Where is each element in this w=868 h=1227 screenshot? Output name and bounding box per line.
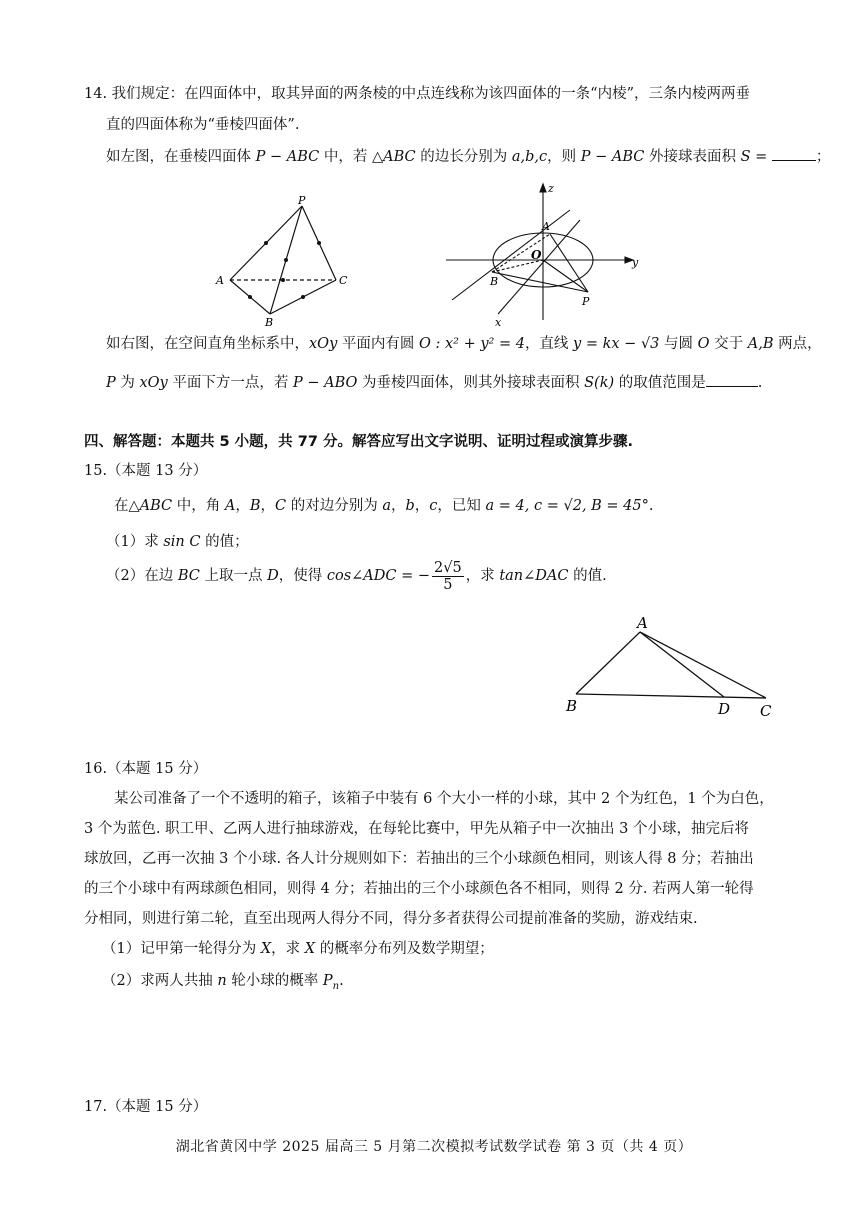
q14-line2: 直的四面体称为“垂棱四面体”. (106, 117, 300, 133)
q16-line5: 分相同，则进行第二轮，直至出现两人得分不同，得分多者获得公司提前准备的奖励，游戏结束. (84, 911, 698, 927)
q16-line3: 球放回，乙再一次抽 3 个小球. 各人计分规则如下：若抽出的三个小球颜色相同，则该人得 8 分；若抽出 (84, 851, 754, 867)
axis-label-y: y (632, 256, 639, 269)
label-C: C (760, 702, 772, 720)
q14-line3: 如左图，在垂棱四面体 P − ABC 中，若 △ABC 的边长分别为 a,b,c，则 P − ABC 外接球表面积 S = ； (106, 146, 830, 167)
q15-part1: （1）求 sin C 的值； (106, 534, 249, 550)
tetrahedron-figure (210, 192, 360, 328)
label-D: D (718, 700, 731, 718)
page-footer: 湖北省黄冈中学 2025 届高三 5 月第二次模拟考试数学试卷 第 3 页（共 4 页） (175, 1139, 693, 1155)
answer-blank-1[interactable] (772, 146, 816, 161)
q16-title: 16.（本题 15 分） (84, 761, 208, 777)
label-B: B (490, 275, 499, 288)
label-B: B (566, 697, 578, 715)
section-4-header: 四、解答题：本题共 5 小题，共 77 分。解答应写出文字说明、证明过程或演算步骤. (84, 434, 633, 450)
label-A: A (637, 614, 648, 632)
answer-blank-2[interactable] (706, 372, 758, 387)
label-C: C (339, 274, 348, 287)
label-A: A (542, 220, 550, 233)
q16-line2: 3 个为蓝色. 职工甲、乙两人进行抽球游戏，在每轮比赛中，甲先从箱子中一次抽出 3 个小球，抽完后将 (84, 821, 749, 837)
q16-part2: （2）求两人共抽 n 轮小球的概率 $P_n$. (102, 973, 344, 992)
midpoint-PC (317, 241, 321, 245)
midpoint-AB (248, 295, 252, 299)
midpoint-AC (281, 278, 285, 282)
midpoint-PA (264, 241, 268, 245)
fraction-2sqrt5-over-5: $\frac{2√5}{5}$ (434, 559, 462, 593)
label-P: P (582, 295, 590, 308)
q16-part1: （1）记甲第一轮得分为 X，求 X 的概率分布列及数学期望； (102, 941, 494, 957)
axis-label-x: x (495, 316, 502, 328)
q14-line5: P 为 xOy 平面下方一点，若 P − ABO 为垂棱四面体，则其外接球表面积 S(k) 的取值范围是 . (106, 372, 762, 393)
q15-title: 15.（本题 13 分） (84, 463, 208, 479)
q15-stem: 在△ABC 中，角 A，B，C 的对边分别为 a，b，c，已知 a = 4, c = √2, B = 45°. (114, 498, 654, 514)
q14-line1: 14. 我们规定：在四面体中，取其异面的两条棱的中点连线称为该四面体的一条“内棱”，三条内棱两两垂 (84, 86, 750, 102)
label-B: B (265, 316, 274, 328)
triangle-figure (560, 612, 782, 722)
q16-line4: 的三个小球中有两球颜色相同，则得 4 分；若抽出的三个小球颜色各不相同，则得 2 分. 若两人第一轮得 (84, 881, 754, 897)
midpoint-PB (284, 258, 288, 262)
q16-line1: 某公司准备了一个不透明的箱子，该箱子中装有 6 个大小一样的小球，其中 2 个为红色，1 个为白色， (114, 791, 774, 807)
midpoint-BC (301, 295, 305, 299)
label-A: A (216, 274, 224, 287)
coordinate-figure (440, 180, 650, 328)
label-O: O (531, 248, 542, 262)
q15-part2: （2）在边 BC 上取一点 D，使得 cos∠ADC = − $\frac{2√5}{5}$ ，求 tan∠DAC 的值. (106, 559, 607, 593)
label-P: P (298, 194, 306, 207)
axis-label-z: z (548, 182, 554, 195)
q17-title: 17.（本题 15 分） (84, 1099, 208, 1115)
q14-line4: 如右图，在空间直角坐标系中，xOy 平面内有圆 O : x² + y² = 4，直线 y = kx − √3 与圆 O 交于 A,B 两点， (106, 336, 822, 352)
